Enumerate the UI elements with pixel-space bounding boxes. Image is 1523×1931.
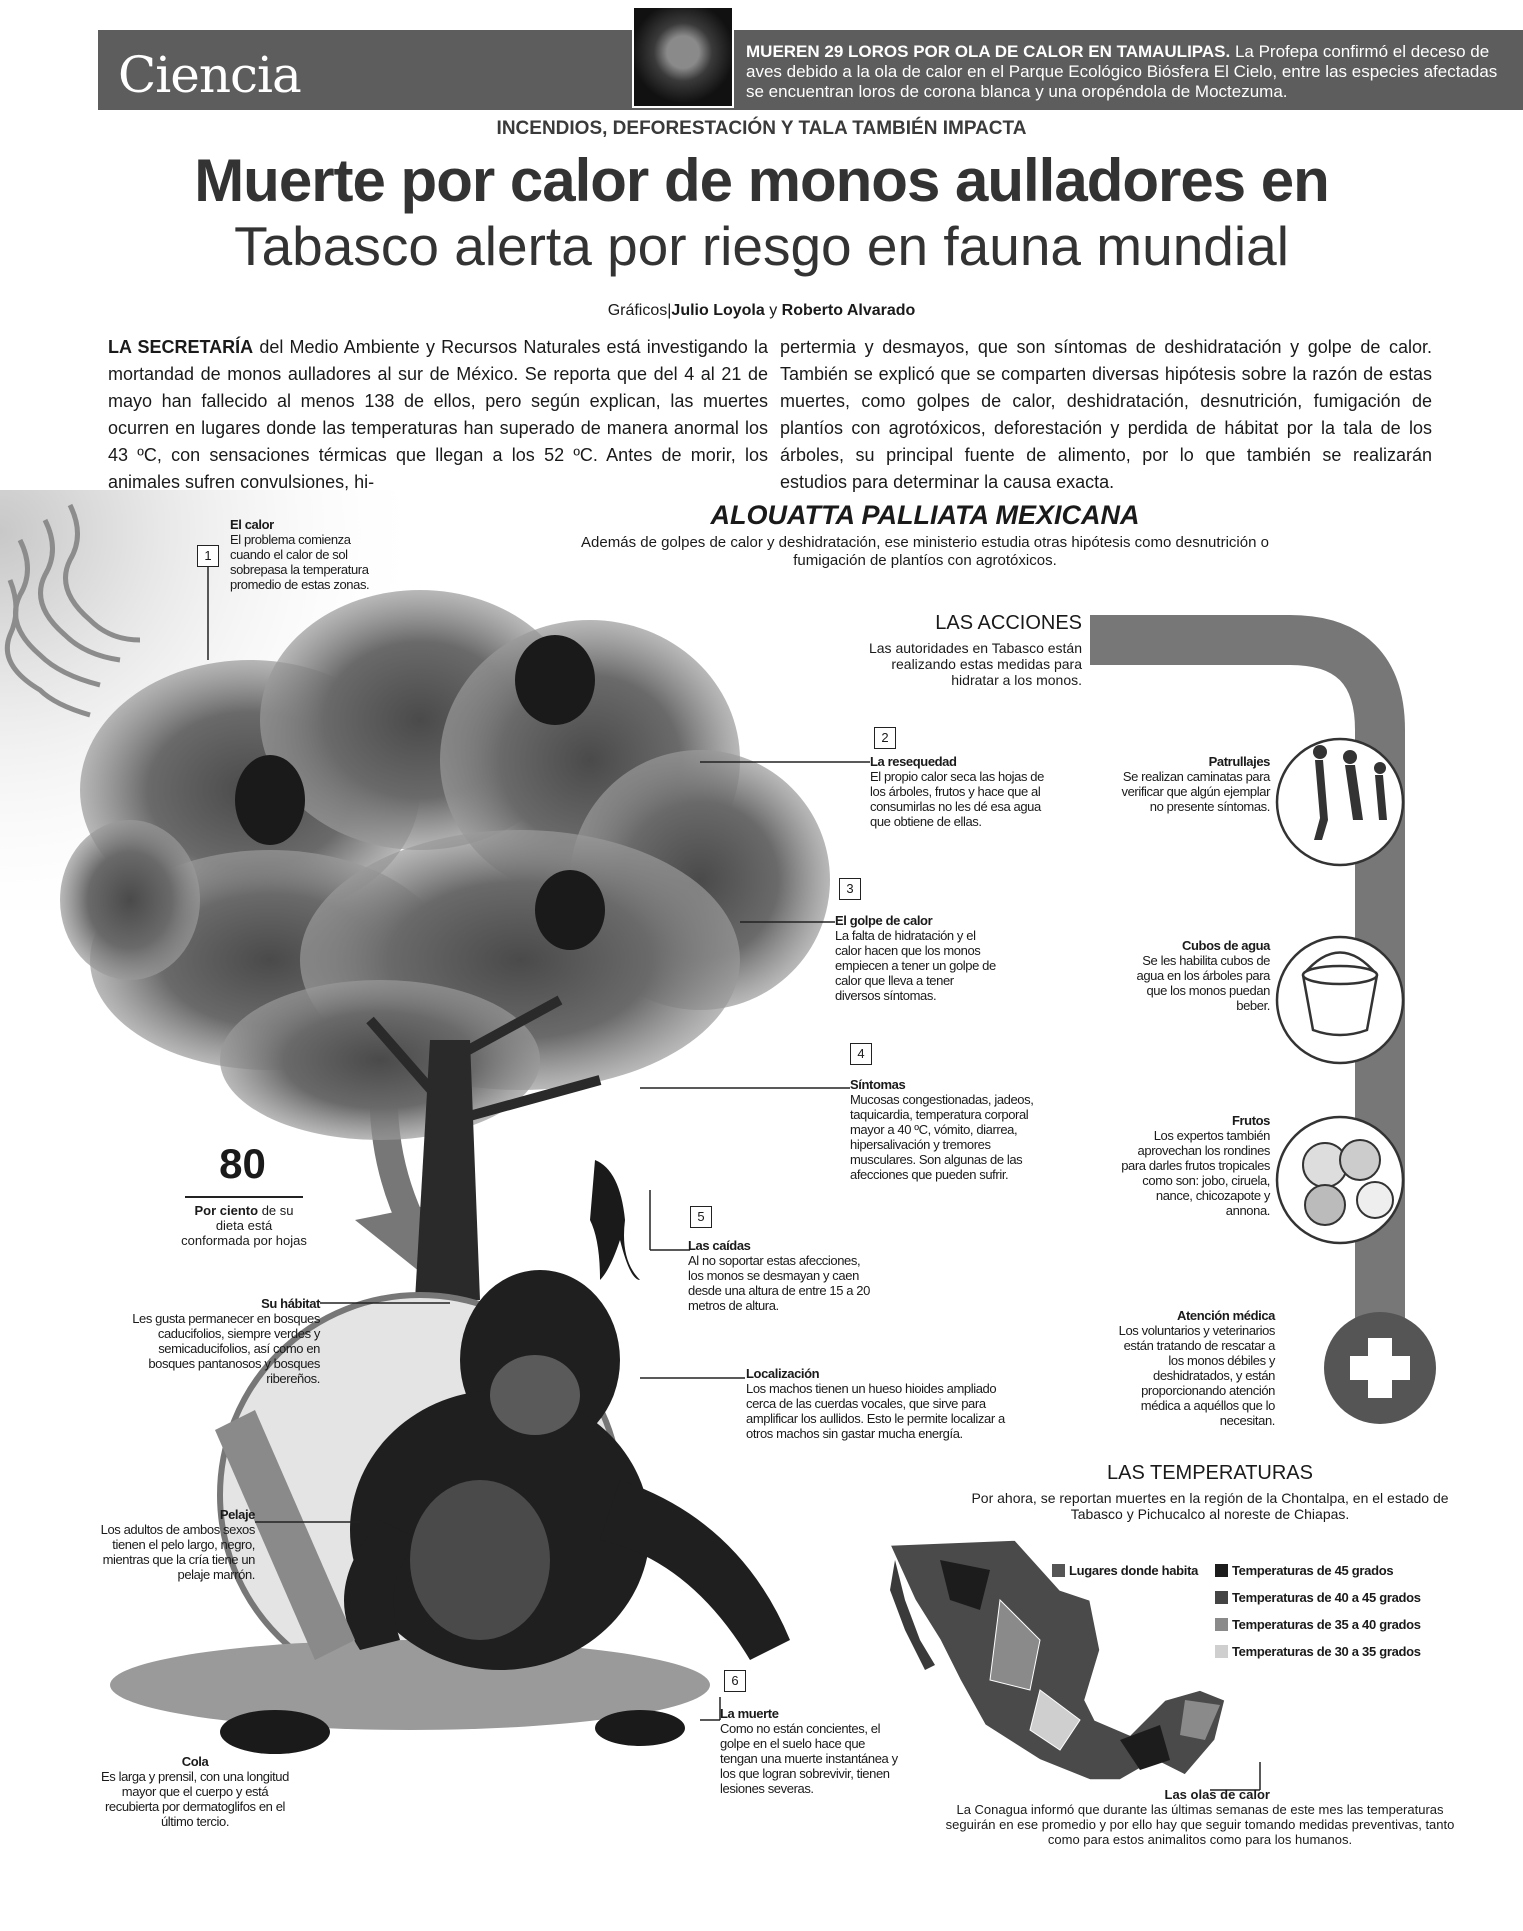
- legend-swatch: [1052, 1564, 1065, 1577]
- monkey-in-tree: [235, 755, 305, 845]
- step-text: Al no soportar estas afecciones, los monos se desmayan y caen desde una altura de entre 15 a 20 metros de altura.: [688, 1253, 870, 1313]
- step-title: Las caídas: [688, 1238, 751, 1253]
- habitat-label: [120, 1296, 320, 1386]
- legend-swatch: [1215, 1645, 1228, 1658]
- body-text: del Medio Ambiente y Recursos Naturales está investigando la mortandad de monos aulladores al sur de México. Se reporta que del 4 al 21 de mayo han fallecido al menos 138 de ellos, pero según explican, las muertes ocurren en lugares donde las temperaturas han superado de manera anormal los 43 ºC, con sensaciones térmicas que llegan a los 52 ºC. Antes de morir, los animales sufren convulsiones, hi-: [108, 337, 768, 492]
- legend-item: [1215, 1590, 1421, 1606]
- step-dryness: [870, 754, 1045, 829]
- section-title: Ciencia: [118, 46, 301, 104]
- body-lead: LA SECRETARÍA: [108, 337, 254, 357]
- step-falls: [688, 1238, 873, 1313]
- legend-item: [1215, 1644, 1421, 1660]
- step-heatstroke: [835, 913, 1000, 1003]
- temperatures-description: Por ahora, se reportan muertes en la región de la Chontalpa, en el estado de Tabasco y Pichucalco al noreste de Chiapas.: [971, 1490, 1449, 1522]
- location-label: [746, 1366, 1006, 1441]
- step-number: 4: [850, 1043, 872, 1065]
- actions-description: Las autoridades en Tabasco están realizando estas medidas para hidratar a los monos.: [868, 640, 1082, 688]
- step-number: 3: [839, 878, 861, 900]
- label-title: Localización: [746, 1366, 820, 1381]
- credits-and: y: [764, 302, 782, 319]
- species-title: ALOUATTA PALLIATA MEXICANA: [710, 500, 1140, 530]
- heatwave-note: [940, 1787, 1460, 1847]
- label-text: Les gusta permanecer en bosques caducifolios, siempre verdes y semicaducifolios, así como en bosques pantanosos y bosques ribereños.: [132, 1311, 320, 1386]
- label-text: Es larga y prensil, con una longitud mayor que el cuerpo y está recubierta por dermatoglifos en el último tercio.: [101, 1769, 289, 1829]
- step-title: La resequedad: [870, 754, 957, 769]
- action-buckets: [1130, 938, 1270, 1013]
- tail-label: [100, 1754, 290, 1829]
- monkey-in-tree: [515, 635, 595, 725]
- graphics-credits: [0, 302, 1523, 320]
- fur-label: [100, 1507, 255, 1582]
- legend-label: Temperaturas de 40 a 45 grados: [1232, 1590, 1421, 1605]
- action-title: Frutos: [1231, 1113, 1270, 1128]
- parrot-photo: [632, 6, 734, 108]
- dead-monkey: [220, 1710, 330, 1754]
- article-kicker: INCENDIOS, DEFORESTACIÓN Y TALA TAMBIÉN IMPACTA: [496, 118, 1027, 139]
- legend-item: [1052, 1563, 1198, 1579]
- label-text: Los adultos de ambos sexos tienen el pelo largo, negro, mientras que la cría tiene un pelaje marrón.: [100, 1522, 255, 1582]
- heatwave-title: Las olas de calor: [1164, 1787, 1270, 1802]
- credit-author: Julio Loyola: [671, 302, 765, 319]
- credits-prefix: Gráficos|: [607, 302, 672, 319]
- action-text: Los voluntarios y veterinarios están tratando de rescatar a los monos débiles y deshidratados, y están proporcionando atención médica a aquéllos que lo necesitan.: [1118, 1323, 1275, 1428]
- step-text: Como no están concientes, el golpe en el suelo hace que tengan una muerte instantánea y los que logran sobrevivir, tienen lesiones severas.: [720, 1721, 898, 1796]
- legend-label: Temperaturas de 45 grados: [1232, 1563, 1394, 1578]
- legend-swatch: [1215, 1618, 1228, 1631]
- step-heat: [230, 517, 390, 592]
- label-title: Pelaje: [219, 1507, 255, 1522]
- step-number: 1: [197, 545, 219, 567]
- falling-monkey: [590, 1160, 640, 1280]
- news-brief: [746, 42, 1514, 102]
- diet-label-text: de su dieta está conformada por hojas: [181, 1203, 307, 1248]
- step-number: 2: [874, 727, 896, 749]
- action-text: Se realizan caminatas para verificar que algún ejemplar no presente síntomas.: [1121, 769, 1270, 814]
- temperatures-title: LAS TEMPERATURAS: [1107, 1462, 1313, 1484]
- step-text: El propio calor seca las hojas de los árboles, frutos y hace que al consumirlas no les dé esa agua que obtiene de ellas.: [870, 769, 1044, 829]
- bucket-icon: [1277, 937, 1403, 1063]
- monkey-in-tree: [535, 870, 605, 950]
- action-text: Los expertos también aprovechan los rondines para darles frutos tropicales como son: jobo, ciruela, nance, chicozapote y annona.: [1121, 1128, 1270, 1218]
- body-column-2: pertermia y desmayos, que son síntomas de deshidratación y golpe de calor. También se explicó que se comparten diversas hipótesis sobre la razón de estas muertes, como golpes de calor, deshidratación, desnutrición, fumigación de plantíos con agrotóxicos, deforestación y perdida de hábitat por la tala de los árboles, su principal fuente de alimento, por lo que también se realizarán estudios para determinar la causa exacta.: [780, 337, 1432, 492]
- fruit-icon: [1277, 1117, 1403, 1243]
- heatwave-text: La Conagua informó que durante las últimas semanas de este mes las temperaturas seguirán en ese promedio y por ello hay que seguir tomando medidas preventivas, tanto como para estos animalitos como para los humanos.: [945, 1802, 1455, 1847]
- medical-cross-icon: [1324, 1312, 1436, 1424]
- species-subtitle: Además de golpes de calor y deshidratación, ese ministerio estudia otras hipótesis como desnutrición o fumigación de plantíos con agrotóxicos.: [581, 534, 1269, 569]
- action-patrols: [1120, 754, 1270, 814]
- legend-label: Temperaturas de 30 a 35 grados: [1232, 1644, 1421, 1659]
- headline-line1: Muerte por calor de monos aulladores en: [194, 147, 1329, 214]
- label-text: Los machos tienen un hueso hioides ampliado cerca de las cuerdas vocales, que sirve para amplificar los aullidos. Esto le permite localizar a otros machos sin gastar mucha energía.: [746, 1381, 1005, 1441]
- body-column-1: [108, 334, 768, 496]
- actions-title: LAS ACCIONES: [935, 612, 1082, 634]
- action-text: Se les habilita cubos de agua en los árboles para que los monos puedan beber.: [1136, 953, 1270, 1013]
- legend-label: Lugares donde habita: [1069, 1563, 1199, 1578]
- headline-line2: Tabasco alerta por riesgo en fauna mundial: [234, 215, 1289, 277]
- step-number: 5: [690, 1206, 712, 1228]
- credit-author: Roberto Alvarado: [781, 302, 916, 319]
- diet-label: [180, 1203, 308, 1248]
- legend-item: [1215, 1563, 1393, 1579]
- news-brief-title: MUEREN 29 LOROS POR OLA DE CALOR EN TAMAULIPAS.: [746, 42, 1231, 61]
- action-title: Atención médica: [1176, 1308, 1275, 1323]
- step-title: La muerte: [720, 1706, 779, 1721]
- step-title: Síntomas: [850, 1077, 906, 1092]
- dead-monkey: [595, 1710, 685, 1746]
- diet-label-bold: Por ciento: [194, 1203, 259, 1218]
- patrol-icon: [1277, 739, 1403, 865]
- step-text: El problema comienza cuando el calor de sol sobrepasa la temperatura promedio de estas zonas.: [230, 532, 370, 592]
- action-fruits: [1120, 1113, 1270, 1218]
- step-title: El golpe de calor: [835, 913, 933, 928]
- action-medical: [1115, 1308, 1275, 1428]
- action-title: Cubos de agua: [1182, 938, 1270, 953]
- diet-percent: 80: [219, 1140, 266, 1187]
- legend-swatch: [1215, 1564, 1228, 1577]
- news-brief-text: La Profepa confirmó el deceso de aves debido a la ola de calor en el Parque Ecológico Biósfera El Cielo, entre las especies afectadas se encuentran loros de corona blanca y una oropéndola de Moctezuma.: [746, 42, 1498, 101]
- step-text: Mucosas congestionadas, jadeos, taquicardia, temperatura corporal mayor a 40 ºC, vómito, diarrea, hipersalivación y tremores musculares. Son algunas de las afecciones que pueden sufrir.: [850, 1092, 1034, 1182]
- legend-swatch: [1215, 1591, 1228, 1604]
- step-title: El calor: [230, 517, 274, 532]
- legend-label: Temperaturas de 35 a 40 grados: [1232, 1617, 1421, 1632]
- action-title: Patrullajes: [1208, 754, 1270, 769]
- step-death: [720, 1706, 905, 1796]
- legend-item: [1215, 1617, 1421, 1633]
- label-title: Su hábitat: [261, 1296, 320, 1311]
- step-symptoms: [850, 1077, 1035, 1182]
- step-number: 6: [724, 1670, 746, 1692]
- label-title: Cola: [181, 1754, 209, 1769]
- step-text: La falta de hidratación y el calor hacen que los monos empiecen a tener un golpe de calor que lleva a tener diversos síntomas.: [835, 928, 996, 1003]
- divider: [185, 1196, 303, 1198]
